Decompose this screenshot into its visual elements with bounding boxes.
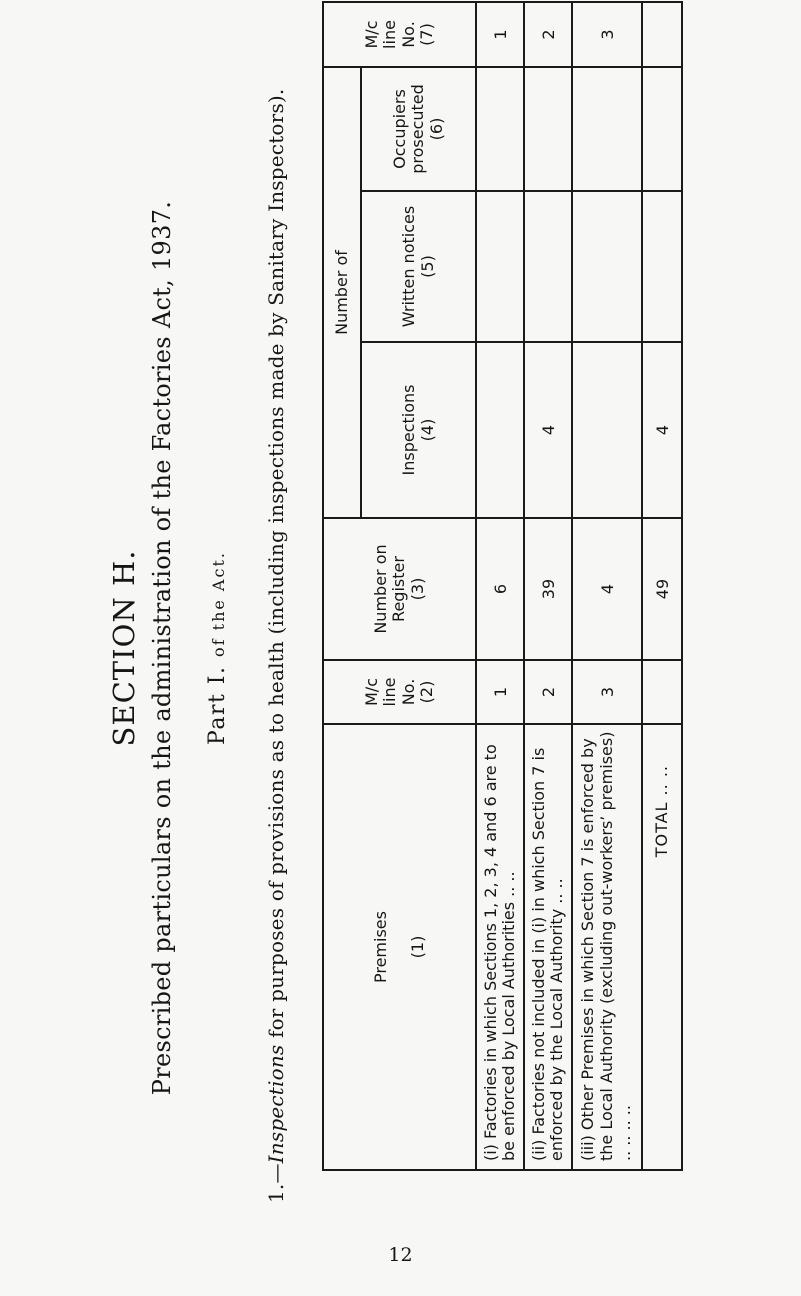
row-occupiers	[476, 67, 524, 191]
part-title	[205, 0, 230, 1296]
row-inspections	[572, 342, 642, 518]
part-prefix: Part I.	[205, 665, 230, 745]
row-premises: (iii) Other Premises in which Section 7 is enforced by the Local Authority (excluding out-workers’ premises) .. .. .. ..	[572, 724, 642, 1170]
header-mc-line-2	[323, 2, 476, 67]
row-register: 4	[572, 518, 642, 660]
header-register	[323, 518, 476, 660]
row-mc2: 1	[476, 2, 524, 67]
row-inspections	[476, 342, 524, 518]
header-premises-no: (1)	[407, 935, 427, 959]
header-inspections-no: (4)	[417, 418, 437, 442]
header-premises-label: Premises	[371, 911, 391, 983]
header-mc-line-no: (2)	[416, 680, 436, 704]
sub-title	[264, 3, 288, 1203]
row-mc2: 3	[572, 2, 642, 67]
row-register: 6	[476, 518, 524, 660]
sub-number: 1.—	[264, 1163, 288, 1203]
header-notices	[361, 191, 476, 342]
total-inspections: 4	[642, 342, 682, 518]
row-occupiers	[524, 67, 572, 191]
header-number-of: Number of	[323, 67, 361, 518]
header-mc-line-2-no: (7)	[416, 23, 436, 46]
header-inspections-label: Inspections	[399, 384, 419, 476]
header-inspections	[361, 342, 476, 518]
row-mc: 2	[524, 660, 572, 724]
row-mc: 3	[572, 660, 642, 724]
main-title: Prescribed particulars on the administration of the Factories Act, 1937.	[148, 200, 176, 1096]
header-premises	[323, 724, 476, 1170]
header-occupiers-no: (6)	[426, 117, 446, 141]
sub-rest: for purposes of provisions as to health (including inspections made by Sanitary Inspectors).	[264, 88, 288, 1039]
total-register: 49	[642, 518, 682, 660]
inspections-table	[322, 1, 683, 1171]
header-mc-line-2-label: M/c line No.	[361, 20, 418, 49]
total-notices	[642, 191, 682, 342]
sub-italic: Inspections	[264, 1044, 288, 1164]
header-mc-line	[323, 660, 476, 724]
table-row	[524, 2, 572, 1170]
row-premises: (i) Factories in which Sections 1, 2, 3, 4 and 6 are to be enforced by Local Authorities .. ..	[476, 724, 524, 1170]
row-register: 39	[524, 518, 572, 660]
row-notices	[476, 191, 524, 342]
section-title: SECTION H.	[107, 549, 141, 747]
total-mc	[642, 660, 682, 724]
part-suffix: of the Act.	[209, 551, 228, 657]
header-mc-line-label: M/c line No.	[361, 677, 418, 707]
row-notices	[524, 191, 572, 342]
total-mc2	[642, 2, 682, 67]
total-occupiers	[642, 67, 682, 191]
header-register-no: (3)	[407, 577, 427, 601]
header-notices-label: Written notices	[399, 205, 419, 328]
header-occupiers	[361, 67, 476, 191]
table-row	[476, 2, 524, 1170]
page-number: 12	[388, 1244, 413, 1266]
table-row	[572, 2, 642, 1170]
row-occupiers	[572, 67, 642, 191]
header-register-label: Number on Register	[370, 544, 409, 634]
total-label: TOTAL .. ..	[642, 724, 682, 1170]
header-notices-no: (5)	[417, 255, 437, 278]
row-premises: (ii) Factories not included in (i) in which Section 7 is enforced by the Local Authority .. ..	[524, 724, 572, 1170]
row-notices	[572, 191, 642, 342]
row-mc: 1	[476, 660, 524, 724]
header-occupiers-label: Occupiers prosecuted	[389, 84, 428, 174]
row-mc2: 2	[524, 2, 572, 67]
total-row	[642, 2, 682, 1170]
row-inspections: 4	[524, 342, 572, 518]
